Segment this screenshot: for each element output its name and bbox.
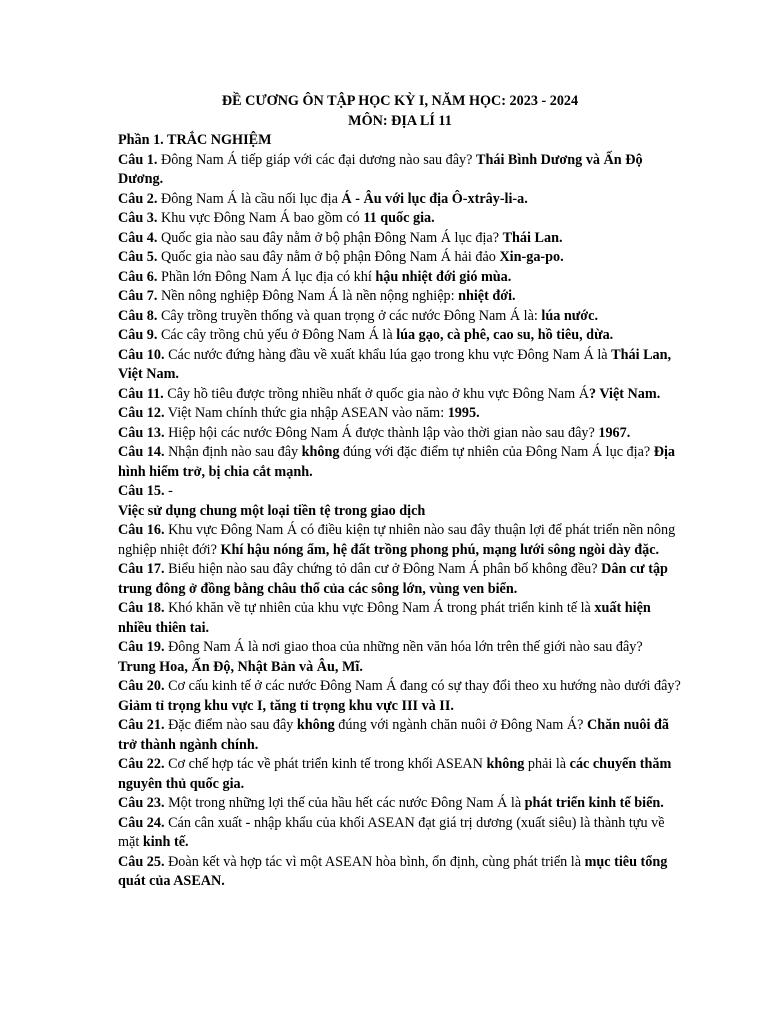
document-title: ĐỀ CƯƠNG ÔN TẬP HỌC KỲ I, NĂM HỌC: 2023 - 2024 [221, 93, 579, 109]
question-text: Các cây trồng chủ yếu ở Đông Nam Á là [157, 327, 397, 343]
question-label: Câu 23. [118, 795, 165, 811]
question-answer: Thái Bình Dương và Ấn Độ Dương. [118, 151, 643, 187]
question-text: Đoàn kết và hợp tác vì một ASEAN hòa bình, ổn định, cùng phát triển là [164, 853, 585, 870]
document-subtitle: MÔN: ĐỊA LÍ 11 [348, 112, 452, 129]
question-item [118, 229, 682, 249]
question-text: Nền nông nghiệp Đông Nam Á là nền nộng nghiệp: [157, 288, 459, 304]
question-text: Cơ chế hợp tác về phát triển kinh tế trong khối ASEAN [164, 756, 487, 772]
question-emphasis: không [486, 756, 525, 772]
question-label: Câu 21. [118, 717, 165, 733]
question-text: Một trong những lợi thế của hầu hết các nước Đông Nam Á là [164, 795, 525, 811]
question-label: Câu 1. [118, 151, 158, 168]
question-item [118, 482, 682, 502]
question-answer: Dân cư tập trung đông ở đồng bằng châu thổ của các sông lớn, vùng ven biển. [118, 561, 668, 597]
question-emphasis: không [296, 717, 335, 733]
question-label: Câu 17. [118, 561, 165, 577]
question-answer: phát triển kinh tế biển. [524, 795, 664, 811]
question-text: Cây hồ tiêu được trồng nhiều nhất ở quốc gia nào ở khu vực Đông Nam Á [163, 385, 589, 402]
question-item [118, 404, 682, 424]
question-label: Câu 18. [118, 600, 165, 616]
question-answer: nhiệt đới. [458, 288, 516, 304]
question-label: Câu 4. [118, 229, 158, 246]
question-text: Việt Nam chính thức gia nhập ASEAN vào năm: [164, 405, 448, 421]
question-label: Câu 2. [118, 190, 158, 207]
question-label: Câu 12. [118, 405, 165, 421]
question-text: Hiệp hội các nước Đông Nam Á được thành lập vào thời gian nào sau đây? [164, 424, 599, 441]
question-text: Đông Nam Á là cầu nối lục địa [157, 190, 342, 207]
question-text: Các nước đứng hàng đầu về xuất khẩu lúa gạo trong khu vực Đông Nam Á là [164, 346, 612, 363]
question-item [118, 307, 682, 327]
question-item [118, 443, 682, 482]
question-answer: Địa hình hiểm trở, bị chia cắt mạnh. [118, 444, 676, 480]
question-text: Quốc gia nào sau đây nằm ở bộ phận Đông Nam Á hải đảo [157, 249, 500, 265]
question-item [118, 853, 682, 892]
question-label: Câu 6. [118, 268, 158, 285]
question-text: - [164, 483, 173, 499]
question-item [118, 599, 682, 638]
question-text: Cơ cấu kinh tế ở các nước Đông Nam Á đang có sự thay đổi theo xu hướng nào dưới đây? [164, 678, 681, 694]
question-item [118, 151, 682, 190]
question-item [118, 385, 682, 405]
question-answer: mục tiêu tổng quát của ASEAN. [118, 853, 668, 889]
question-answer: Khí hậu nóng ẩm, hệ đất trồng phong phú, mạng lưới sông ngòi dày đặc. [220, 541, 660, 558]
question-answer: Thái Lan, Việt Nam. [118, 346, 672, 382]
question-label: Câu 19. [118, 639, 165, 655]
question-text: Quốc gia nào sau đây nằm ở bộ phận Đông Nam Á lục địa? [157, 229, 503, 246]
question-item [118, 248, 682, 268]
question-label: Câu 10. [118, 346, 165, 363]
question-text-continued: đúng với ngành chăn nuôi ở Đông Nam Á? [334, 717, 587, 733]
question-answer: ? Việt Nam. [588, 385, 661, 402]
question-item [118, 560, 682, 599]
question-label: Câu 11. [118, 385, 164, 402]
question-answer: kinh tế. [142, 834, 189, 850]
question-answer: Giảm tỉ trọng khu vực I, tăng tỉ trọng khu vực III và II. [118, 697, 454, 714]
question-label: Câu 16. [118, 522, 165, 538]
question-text: Cán cân xuất - nhập khẩu của khối ASEAN đạt giá trị dương (xuất siêu) là thành tựu về mặt [118, 814, 665, 850]
question-answer: các chuyến thăm nguyên thủ quốc gia. [118, 756, 672, 792]
question-text-continued: phải là [524, 756, 570, 772]
question-answer: 1995. [447, 405, 480, 421]
question-text: Đông Nam Á tiếp giáp với các đại dương nào sau đây? [157, 151, 476, 168]
question-label: Câu 13. [118, 424, 165, 441]
question-label: Câu 22. [118, 756, 165, 772]
question-text-continued: đúng với đặc điểm tự nhiên của Đông Nam Á lục địa? [339, 444, 654, 460]
question-text: Đông Nam Á là nơi giao thoa của những nền văn hóa lớn trên thế giới nào sau đây? [164, 639, 643, 655]
question-text: Đặc điểm nào sau đây [164, 717, 297, 733]
question-item [118, 755, 682, 794]
question-item [118, 716, 682, 755]
question-text: Khu vực Đông Nam Á bao gồm có [157, 210, 364, 226]
question-item [118, 326, 682, 346]
question-answer: lúa nước. [541, 307, 598, 324]
question-text: Cây trồng truyền thống và quan trọng ở các nước Đông Nam Á là: [157, 307, 542, 324]
question-label: Câu 14. [118, 444, 165, 460]
question-item [118, 521, 682, 560]
question-item [118, 424, 682, 444]
question-answer: Trung Hoa, Ấn Độ, Nhật Bản và Âu, Mĩ. [118, 658, 363, 675]
section-heading: Phần 1. TRẮC NGHIỆM [118, 132, 272, 148]
question-answer: 1967. [598, 424, 631, 441]
question-item [118, 814, 682, 853]
question-answer: Á - Âu với lục địa Ô-xtrây-li-a. [341, 190, 528, 207]
question-item [118, 190, 682, 210]
question-label: Câu 9. [118, 327, 158, 343]
question-item [118, 209, 682, 229]
question-label: Câu 5. [118, 249, 158, 265]
question-label: Câu 24. [118, 814, 165, 831]
question-answer: Xin-ga-po. [499, 249, 564, 265]
question-label: Câu 20. [118, 678, 165, 694]
question-list [118, 151, 682, 892]
question-label: Câu 7. [118, 288, 158, 304]
question-label: Câu 15. [118, 483, 165, 499]
question-answer: 11 quốc gia. [363, 210, 435, 226]
question-answer: Chăn nuôi đã trở thành ngành chính. [118, 717, 669, 753]
question-text: Khu vực Đông Nam Á có điều kiện tự nhiên nào sau đây thuận lợi để phát triển nền nông nghiệp nhiệt đới? [118, 522, 676, 558]
question-item [118, 502, 682, 522]
question-item [118, 287, 682, 307]
question-text: Phần lớn Đông Nam Á lục địa có khí [157, 268, 376, 285]
question-item [118, 794, 682, 814]
question-item [118, 638, 682, 677]
question-answer: Thái Lan. [502, 229, 563, 246]
question-label: Câu 8. [118, 307, 158, 324]
question-answer: lúa gạo, cà phê, cao su, hồ tiêu, dừa. [396, 327, 614, 343]
question-text: Nhận định nào sau đây [164, 444, 302, 460]
question-label: Câu 25. [118, 853, 165, 870]
question-item [118, 346, 682, 385]
question-emphasis: không [301, 444, 340, 460]
document-page [118, 92, 682, 892]
question-item [118, 268, 682, 288]
question-answer: Việc sử dụng chung một loại tiền tệ trong giao dịch [118, 502, 426, 519]
question-item [118, 677, 682, 716]
question-text: Khó khăn về tự nhiên của khu vực Đông Nam Á trong phát triển kinh tế là [164, 600, 595, 616]
question-label: Câu 3. [118, 210, 158, 226]
question-answer: hậu nhiệt đới gió mùa. [375, 268, 512, 285]
question-answer: xuất hiện nhiều thiên tai. [118, 600, 651, 636]
question-text: Biểu hiện nào sau đây chứng tỏ dân cư ở Đông Nam Á phân bố không đều? [164, 561, 602, 577]
